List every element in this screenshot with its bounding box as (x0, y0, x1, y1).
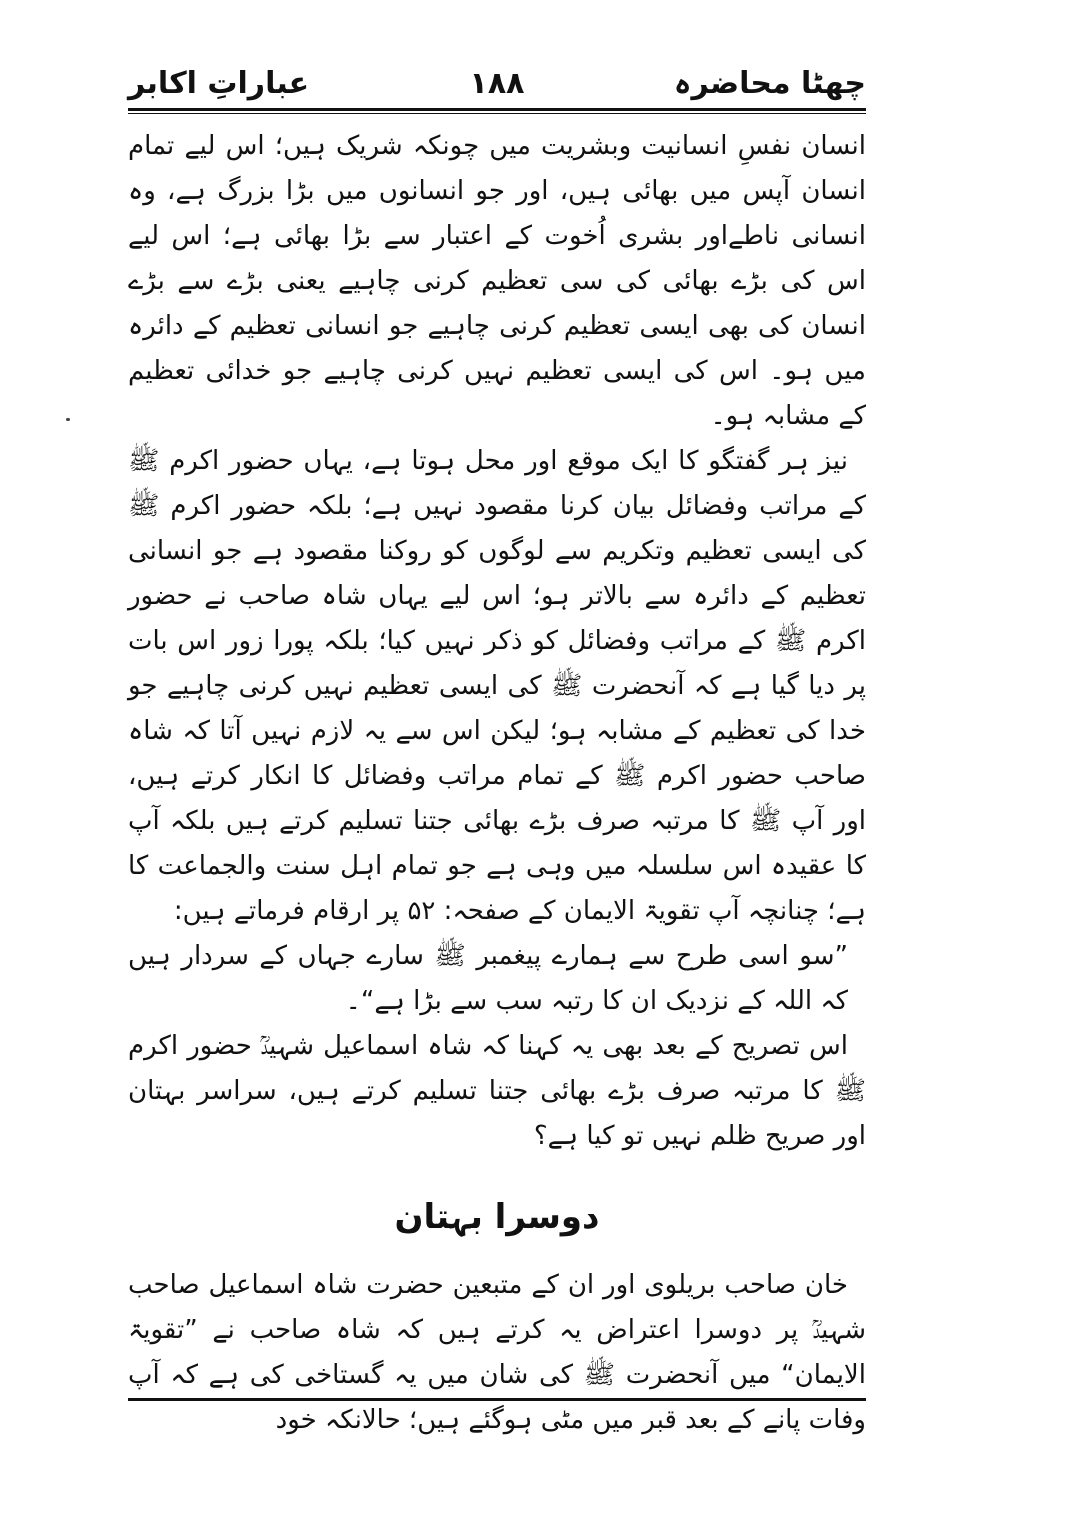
chapter-title: چھٹا محاضرہ (673, 66, 866, 101)
quotation: ”سو اسی طرح سے ہمارے پیغمبر ﷺ سارے جہاں کے سردار ہیں کہ اللہ کے نزدیک ان کا رتبہ سب سے بڑا ہے“۔ (128, 941, 848, 1016)
page-body (128, 124, 866, 1443)
paragraph-1: انسان نفسِ انسانیت وبشریت میں چونکہ شریک ہیں؛ اس لیے تمام انسان آپس میں بھائی ہیں، اور جو انسانوں میں بڑا بزرگ ہے، وہ انسانی ناطےاور بشری اُخوت کے اعتبار سے بڑا بھائی ہے؛ اس لیے اس کی بڑے بھائی کی سی تعظیم کرنی چاہیے یعنی بڑے سے بڑے انسان کی بھی ایسی تعظیم کرنی چاہیے جو انسانی تعظیم کے دائرہ میں ہو۔ اس کی ایسی تعظیم نہیں کرنی چاہیے جو خدائی تعظیم کے مشابہ ہو۔ (128, 131, 866, 431)
header-rule (128, 108, 866, 114)
paragraph-2: نیز ہر گفتگو کا ایک موقع اور محل ہوتا ہے، یہاں حضور اکرم ﷺ کے مراتب وفضائل بیان کرنا مقصود نہیں ہے؛ بلکہ حضور اکرم ﷺ کی ایسی تعظیم وتکریم سے لوگوں کو روکنا مقصود ہے جو انسانی تعظیم کے دائرہ سے بالاتر ہو؛ اس لیے یہاں شاہ صاحب نے حضور اکرم ﷺ کے مراتب وفضائل کو ذکر نہیں کیا؛ بلکہ پورا زور اس بات پر دیا گیا ہے کہ آنحضرت ﷺ کی ایسی تعظیم نہیں کرنی چاہیے جو خدا کی تعظیم کے مشابہ ہو؛ لیکن اس سے یہ لازم نہیں آتا کہ شاہ صاحب حضور اکرم ﷺ کے تمام مراتب وفضائل کا انکار کرتے ہیں، اور آپ ﷺ کا مرتبہ صرف بڑے بھائی جتنا تسلیم کرتے ہیں بلکہ آپ کا عقیدہ اس سلسلہ میں وہی ہے جو تمام اہل سنت والجماعت کا ہے؛ چنانچہ آپ تقویۃ الایمان کے صفحہ: ۵۲ پر ارقام فرماتے ہیں: (128, 446, 866, 926)
page-header (128, 62, 866, 106)
page-number: ۱۸۸ (469, 66, 525, 101)
margin-speck (66, 418, 70, 421)
section-heading: دوسرا بہتان (394, 1197, 600, 1237)
footer-rule (128, 1398, 866, 1401)
paragraph-3: اس تصریح کے بعد بھی یہ کہنا کہ شاہ اسماعیل شہیدؒ حضور اکرم ﷺ کا مرتبہ صرف بڑے بھائی جتنا تسلیم کرتے ہیں، سراسر بہتان اور صریح ظلم نہیں تو کیا ہے؟ (128, 1031, 866, 1151)
book-title: عباراتِ اکابر (128, 66, 310, 101)
paragraph-4: خان صاحب بریلوی اور ان کے متبعین حضرت شاہ اسماعیل صاحب شہیدؒ پر دوسرا اعتراض یہ کرتے ہیں کہ شاہ صاحب نے ”تقویۃ الایمان“ میں آنحضرت ﷺ کی شان میں یہ گستاخی کی ہے کہ آپ وفات پانے کے بعد قبر میں مٹی ہوگئے ہیں؛ حالانکہ خود (128, 1270, 866, 1435)
